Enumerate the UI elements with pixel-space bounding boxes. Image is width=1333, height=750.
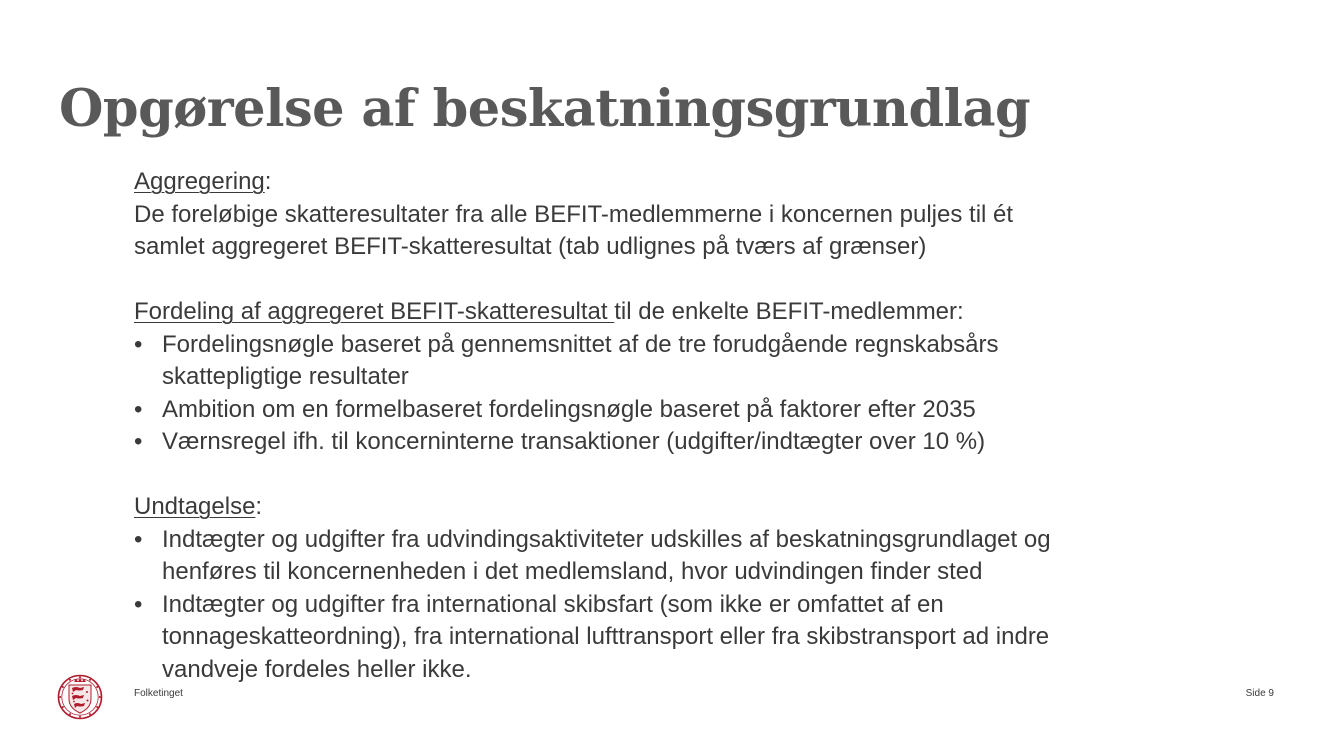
footer-organization: Folketinget: [134, 688, 183, 699]
undtagelse-heading: Undtagelse: [134, 493, 256, 520]
slide-content: [134, 166, 1284, 686]
undtagelse-bullet-2: [134, 589, 1284, 687]
section-spacer: [134, 459, 1284, 492]
fordeling-bullet-list: [134, 329, 1284, 459]
fordeling-heading: Fordeling af aggregeret BEFIT-skatteresultat: [134, 298, 615, 325]
aggregering-heading-colon: :: [264, 168, 272, 195]
bullet-line: • Fordelingsnøgle baseret på gennemsnittet af de tre forudgående regnskabsårs: [162, 330, 999, 358]
folketinget-logo-icon: [57, 674, 103, 720]
undtagelse-heading-colon: :: [255, 493, 263, 520]
undtagelse-bullet-1: [134, 524, 1284, 589]
fordeling-bullet-3: [134, 426, 1284, 459]
aggregering-heading-line: [134, 166, 1284, 199]
fordeling-bullet-1: [134, 329, 1284, 394]
section-spacer: [134, 264, 1284, 297]
bullet-line: henføres til koncernenheden i det medlemsland, hvor udvindingen finder sted: [162, 558, 983, 585]
bullet-line: • Indtægter og udgifter fra udvindingsaktiviteter udskilles af beskatningsgrundlaget og: [162, 525, 1051, 553]
folketinget-seal-svg: [57, 674, 103, 720]
aggregering-heading: Aggregering: [134, 168, 265, 195]
aggregering-text-line-2: samlet aggregeret BEFIT-skatteresultat (tab udlignes på tværs af grænser): [134, 233, 927, 260]
slide-title: Opgørelse af beskatningsgrundlag: [59, 79, 1031, 139]
fordeling-bullet-2: [134, 394, 1284, 427]
bullet-line: • Værnsregel ifh. til koncerninterne transaktioner (udgifter/indtægter over 10 %): [162, 428, 986, 455]
fordeling-heading-line: [134, 296, 1284, 329]
bullet-line: tonnageskatteordning), fra international lufttransport eller fra skibstransport ad indre: [162, 623, 1050, 650]
aggregering-text-line-1: De foreløbige skatteresultater fra alle BEFIT-medlemmerne i koncernen puljes til ét: [134, 200, 1014, 228]
bullet-line: vandveje fordeles heller ikke.: [162, 655, 472, 683]
fordeling-heading-suffix: til de enkelte BEFIT-medlemmer:: [614, 298, 964, 325]
bullet-line: • Indtægter og udgifter fra international skibsfart (som ikke er omfattet af en: [162, 590, 944, 618]
undtagelse-heading-line: [134, 491, 1284, 524]
bullet-line: • Ambition om en formelbaseret fordelingsnøgle baseret på faktorer efter 2035: [162, 395, 976, 423]
footer-page-number: Side 9: [1245, 688, 1274, 699]
bullet-line: skattepligtige resultater: [162, 363, 409, 390]
undtagelse-bullet-list: [134, 524, 1284, 687]
